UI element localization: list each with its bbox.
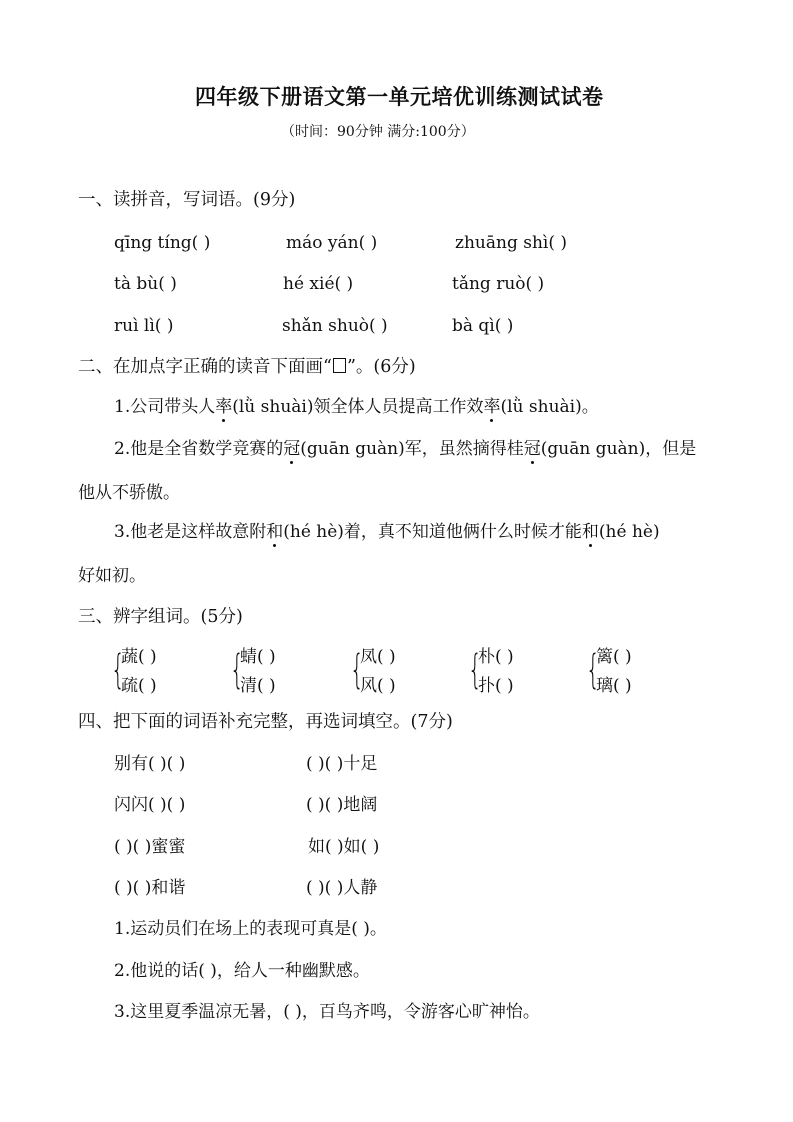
pinyin-item: qīng tíng( ) bbox=[114, 233, 211, 253]
fill-question-3: 3.这里夏季温凉无暑，( )，百鸟齐鸣，令游客心旷神怡。 bbox=[114, 1002, 540, 1022]
question-text: (lǜ shuài)。 bbox=[500, 397, 599, 417]
idiom-blank: ( )( )十足 bbox=[306, 754, 378, 774]
dotted-char: 冠 bbox=[283, 439, 301, 459]
char-pair-bottom: 璃( ) bbox=[596, 676, 632, 696]
char-pair-top: 朴( ) bbox=[478, 647, 514, 667]
question-text: 2.他是全省数学竞赛的 bbox=[114, 439, 284, 459]
section-2-heading bbox=[78, 356, 416, 378]
dotted-char: 和 bbox=[266, 522, 284, 542]
dotted-char: 和 bbox=[581, 522, 599, 542]
idiom-blank: 别有( )( ) bbox=[114, 754, 186, 774]
brace-icon: { bbox=[586, 647, 600, 693]
char-pair-bottom: 疏( ) bbox=[121, 676, 157, 696]
question-text: (hé hè)着，真不知道他俩什么时候才能 bbox=[283, 522, 582, 542]
section-3-heading: 三、辨字组词。(5分) bbox=[78, 607, 243, 627]
idiom-blank: ( )( )人静 bbox=[306, 878, 378, 898]
question-text: 3.他老是这样故意附 bbox=[114, 522, 267, 542]
question-text: (lǜ shuài)领全体人员提高工作效 bbox=[232, 397, 484, 417]
char-pair-top: 篱( ) bbox=[596, 647, 632, 667]
question-2-3 bbox=[114, 521, 660, 543]
brace-icon: { bbox=[468, 647, 482, 693]
pinyin-item: zhuāng shì( ) bbox=[455, 233, 568, 253]
fill-question-2: 2.他说的话( )，给人一种幽默感。 bbox=[114, 961, 370, 981]
pinyin-item: tà bù( ) bbox=[114, 274, 177, 294]
section-1-heading: 一、读拼音，写词语。(9分) bbox=[78, 190, 296, 210]
question-text: (guān guàn)军，虽然摘得桂 bbox=[300, 439, 524, 459]
question-text: (hé hè) bbox=[598, 522, 660, 542]
idiom-blank: ( )( )和谐 bbox=[114, 878, 186, 898]
exam-info: （时间：90分钟 满分:100分） bbox=[281, 124, 475, 140]
dotted-char: 率 bbox=[483, 397, 501, 417]
char-pair-top: 蜻( ) bbox=[240, 647, 276, 667]
section-4-heading: 四、把下面的词语补充完整，再选词填空。(7分) bbox=[78, 712, 453, 732]
idiom-blank: ( )( )地阔 bbox=[306, 795, 378, 815]
brace-icon: { bbox=[230, 647, 244, 693]
pinyin-item: shǎn shuò( ) bbox=[282, 316, 388, 336]
square-mark-icon bbox=[333, 358, 346, 373]
idiom-blank: 闪闪( )( ) bbox=[114, 795, 186, 815]
char-pair-top: 凤( ) bbox=[360, 647, 396, 667]
brace-icon: { bbox=[111, 647, 125, 693]
brace-icon: { bbox=[350, 647, 364, 693]
page-title: 四年级下册语文第一单元培优训练测试试卷 bbox=[195, 85, 604, 109]
idiom-blank: ( )( )蜜蜜 bbox=[114, 837, 186, 857]
question-2-2 bbox=[114, 438, 696, 460]
fill-question-1: 1.运动员们在场上的表现可真是( )。 bbox=[114, 919, 387, 939]
question-text: (guān guàn)，但是 bbox=[540, 439, 697, 459]
char-pair-top: 蔬( ) bbox=[121, 647, 157, 667]
pinyin-item: hé xié( ) bbox=[283, 274, 354, 294]
pinyin-item: máo yán( ) bbox=[286, 233, 378, 253]
section-2-heading-score: ”。(6分) bbox=[346, 357, 416, 377]
section-2-heading-text: 二、在加点字正确的读音下面画“ bbox=[78, 357, 332, 377]
question-text: 1.公司带头人 bbox=[114, 397, 216, 417]
char-pair-bottom: 风( ) bbox=[360, 676, 396, 696]
pinyin-item: bà qì( ) bbox=[452, 316, 514, 336]
dotted-char: 率 bbox=[215, 397, 233, 417]
pinyin-item: ruì lì( ) bbox=[114, 316, 174, 336]
question-2-1 bbox=[114, 396, 599, 418]
char-pair-bottom: 扑( ) bbox=[478, 676, 514, 696]
pinyin-item: tǎng ruò( ) bbox=[452, 274, 545, 294]
dotted-char: 冠 bbox=[523, 439, 541, 459]
char-pair-bottom: 清( ) bbox=[240, 676, 276, 696]
question-2-2-cont: 他从不骄傲。 bbox=[78, 483, 180, 503]
idiom-blank: 如( )如( ) bbox=[308, 837, 380, 857]
question-2-3-cont: 好如初。 bbox=[78, 566, 146, 586]
